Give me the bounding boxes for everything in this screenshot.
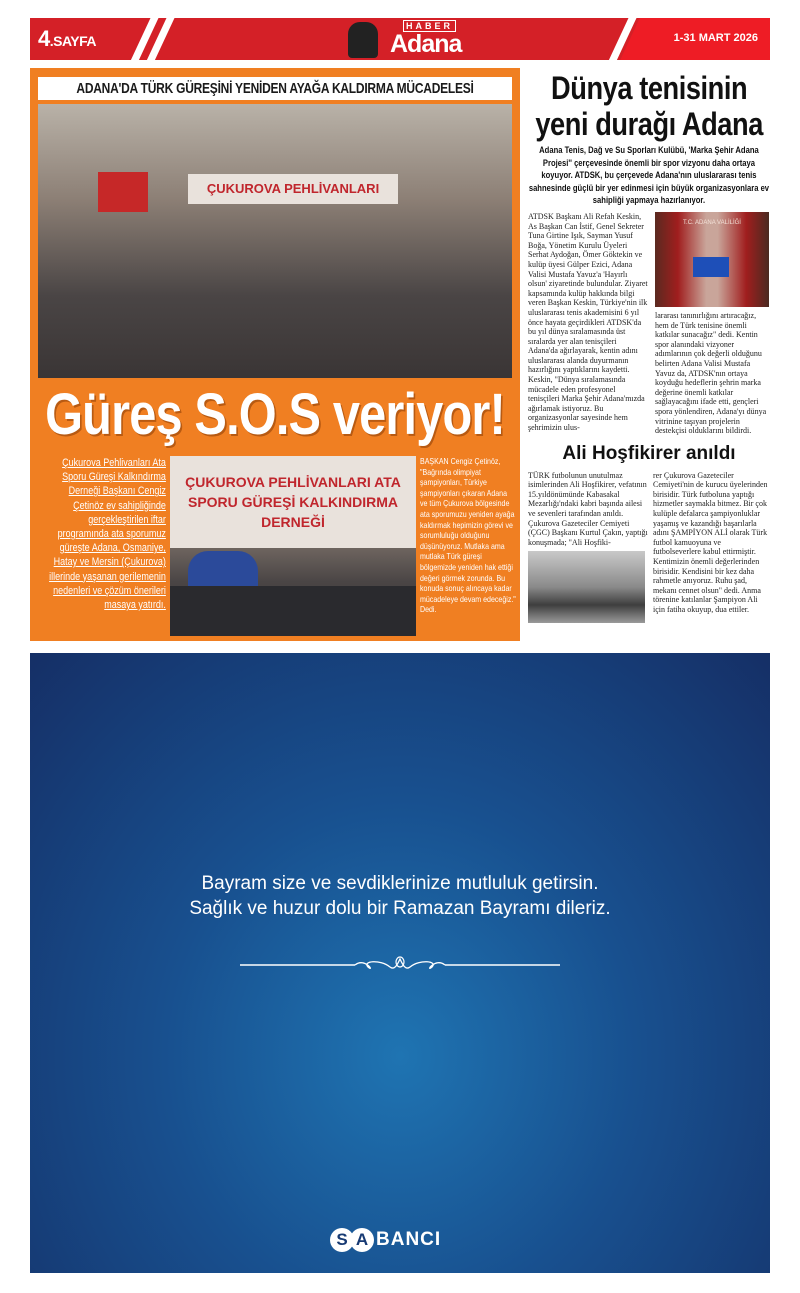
logo-circle-s: S xyxy=(330,1228,354,1252)
ali-body xyxy=(528,471,770,624)
page-header xyxy=(30,18,770,60)
tennis-right-column xyxy=(655,212,770,436)
audience-figures xyxy=(170,586,416,636)
flag-decor xyxy=(98,172,148,212)
tennis-column-1: ATDSK Başkanı Ali Refah Keskin, As Başkan Can İstif, Genel Sekreter Tuna Girtine Işık, Sayman Yusuf Boğa, Yönetim Kurulu Üyeleri Serhat Aydoğan, Ömer Göktekin ve kulüp üyesi Gülper Ezici, Adana Valisi Mustafa Yavuz'a 'Hayırlı olsun' ziyaretinde bulundular. Ziyaret kapsamında kulüp hakkında bilgi veren Başkan Keskin, Türkiye'nin ilk uluslararası tenis akademisini 6 yıl önce hayata geçirdikleri ATDSK'da bu yıl dünya sıralamasında üst sıralarda yer alan tenisçileri Adana'da ağırlayarak, kentin adını uluslararası alanda duyurmanın hazırlığını yaptıklarını kaydetti. Keskin, "Dünya sıralamasında mücadele eden profesyonel tenisçileri Marka Şehir Adana'mızda ağırlamak istiyoruz. Bu organizasyonlar sayesinde hem şehrimizin ulus- xyxy=(528,211,648,433)
wrestling-article xyxy=(30,68,520,641)
holiday-ad xyxy=(30,653,770,1273)
tennis-headline: Dünya tenisinin yeni durağı Adana xyxy=(535,70,763,142)
jersey-figure xyxy=(693,257,729,277)
article-headline: Güreş S.O.S veriyor! xyxy=(45,382,505,447)
tennis-lead: Adana Tenis, Dağ ve Su Sporları Kulübü, 'Marka Şehir Adana Projesi'' çerçevesinde önemli bir spor vizyonu daha ortaya koyuyor. ATDSK, bu çerçevede Adana'nın uluslararası tenis sahnesinde güçlü bir yer edinmesi için büyük organizasyonlara ev sahipliği yapmaya hazırlanıyor. xyxy=(528,145,770,206)
tennis-body xyxy=(528,212,770,436)
page-number-value: 4 xyxy=(38,26,50,51)
ali-column-1: TÜRK futbolunun unutulmaz isimlerinden Ali Hoşfikirer, vefatının 15.yıldönümünde Kabasakal Mezarlığı'ndaki kabri başında ailesi ve sevenleri tarafından anıldı. Çukurova Gazeteciler Cemiyeti (ÇGC) Başkanı Kurtul Çakın, yaptığı konuşmada; "Ali Hoşfiki- xyxy=(528,470,648,547)
logo-circle-a: A xyxy=(350,1228,374,1252)
brand-logo: Adana xyxy=(390,30,462,58)
ad-message xyxy=(30,871,770,921)
photo-banner: ÇUKUROVA PEHLİVANLARI xyxy=(188,174,398,204)
logo-text: BANCI xyxy=(376,1229,442,1250)
tennis-headline-wrap xyxy=(528,70,770,142)
page-number xyxy=(38,26,96,52)
photo-banner: ÇUKUROVA PEHLİVANLARI ATA SPORU GÜREŞİ KALKINDIRMA DERNEĞİ xyxy=(170,456,416,548)
group-photo xyxy=(38,104,512,378)
ali-left-column xyxy=(528,471,648,624)
article-kicker: ADANA'DA TÜRK GÜREŞİNİ YENİDEN AYAĞA KALDIRMA MÜCADELESİ xyxy=(76,80,474,97)
photo-caption: T.C. ADANA VALİLİĞİ xyxy=(683,219,741,226)
brand-top: HABER xyxy=(403,20,456,32)
ali-column-2: rer Çukurova Gazeteciler Cemiyeti'nin de kurucu üyelerinden birisidir. Türk futboluna yaptığı hizmetler saymakla bitmez. Bir çok kulüple defalarca şampiyonluklar yaşamış ve kazandığı başarılarla adını ŞAMPİYON ALİ olarak Türk futbol kamuoyuna ve futbolseverlere kabul ettirmiştir. Kentimizin önemli değerlerinden birisidir. Kendisini bir kez daha rahmetle anıyoruz. Ruhu şad, mekanı cennet olsun" dedi. Anma törenine katılanlar Şampiyon Ali için fatiha okuyup, dua ettiler. xyxy=(653,470,768,614)
tennis-lead-wrap xyxy=(528,142,770,207)
ad-line-2: Sağlık ve huzur dolu bir Ramazan Bayramı dileriz. xyxy=(189,898,611,919)
speaker-figure xyxy=(188,551,258,591)
tennis-column-2: lararası tanınırlığını artıracağız, hem de Türk tenisine önemli katkılar sunacağız" dedi. Kentin spor alanındaki vizyoner adımlarının çok değerli olduğunu belirten Adana Valisi Mustafa Yavuz da, ATDSK'nın ortaya koyduğu hedeflerin şehrin marka değerine önemli katkılar sağlayacağını ifade etti, gençleri spora yönlendiren, Adana'yı dünya vitrinine taşıyan projelerin destekçisi olduklarını bildirdi. xyxy=(655,310,767,436)
ad-line-1: Bayram size ve sevdiklerinize mutluluk getirsin. xyxy=(201,873,599,894)
tennis-photo xyxy=(655,212,769,307)
sabanci-logo xyxy=(330,1225,470,1257)
page-label: .SAYFA xyxy=(49,33,97,49)
ali-headline: Ali Hoşfikirer anıldı xyxy=(562,442,736,464)
article-lede: Çukurova Pehlivanları Ata Sporu Güreşi Kalkındırma Derneği Başkanı Cengiz Çetinöz ev sahipliğinde gerçekleştirilen iftar programında ata sporumuz güreşte Adana, Osmaniye, Hatay ve Mersin (Çukurova) illerinde yaşanan gerilemenin nedenleri ve çözüm önerileri masaya yatırdı. xyxy=(49,457,166,612)
right-column xyxy=(528,70,770,623)
portrait-icon xyxy=(348,22,378,58)
speech-photo xyxy=(170,456,416,636)
issue-date: 1-31 MART 2026 xyxy=(673,32,758,44)
article-quote: BAŞKAN Cengiz Çetinöz, "Bağrında olimpiyat şampiyonları, Türkiye şampiyonları çıkaran Adana ve tüm Çukurova bölgesinde ata sporumuzu yeniden ayağa kaldırmak hepimizin görevi ve sorumluluğu olduğunu düşünüyoruz. Mutlaka ama mutlaka Türk güreşi bölgemizde yeniden hak ettiği değeri görmek zorunda. Bu konuda sonuç alıncaya kadar mücadeleye devam edeceğiz." Dedi. xyxy=(420,456,516,615)
memorial-photo xyxy=(528,551,645,623)
article-kicker-bar xyxy=(38,77,512,100)
ornament-divider-icon xyxy=(240,953,560,977)
